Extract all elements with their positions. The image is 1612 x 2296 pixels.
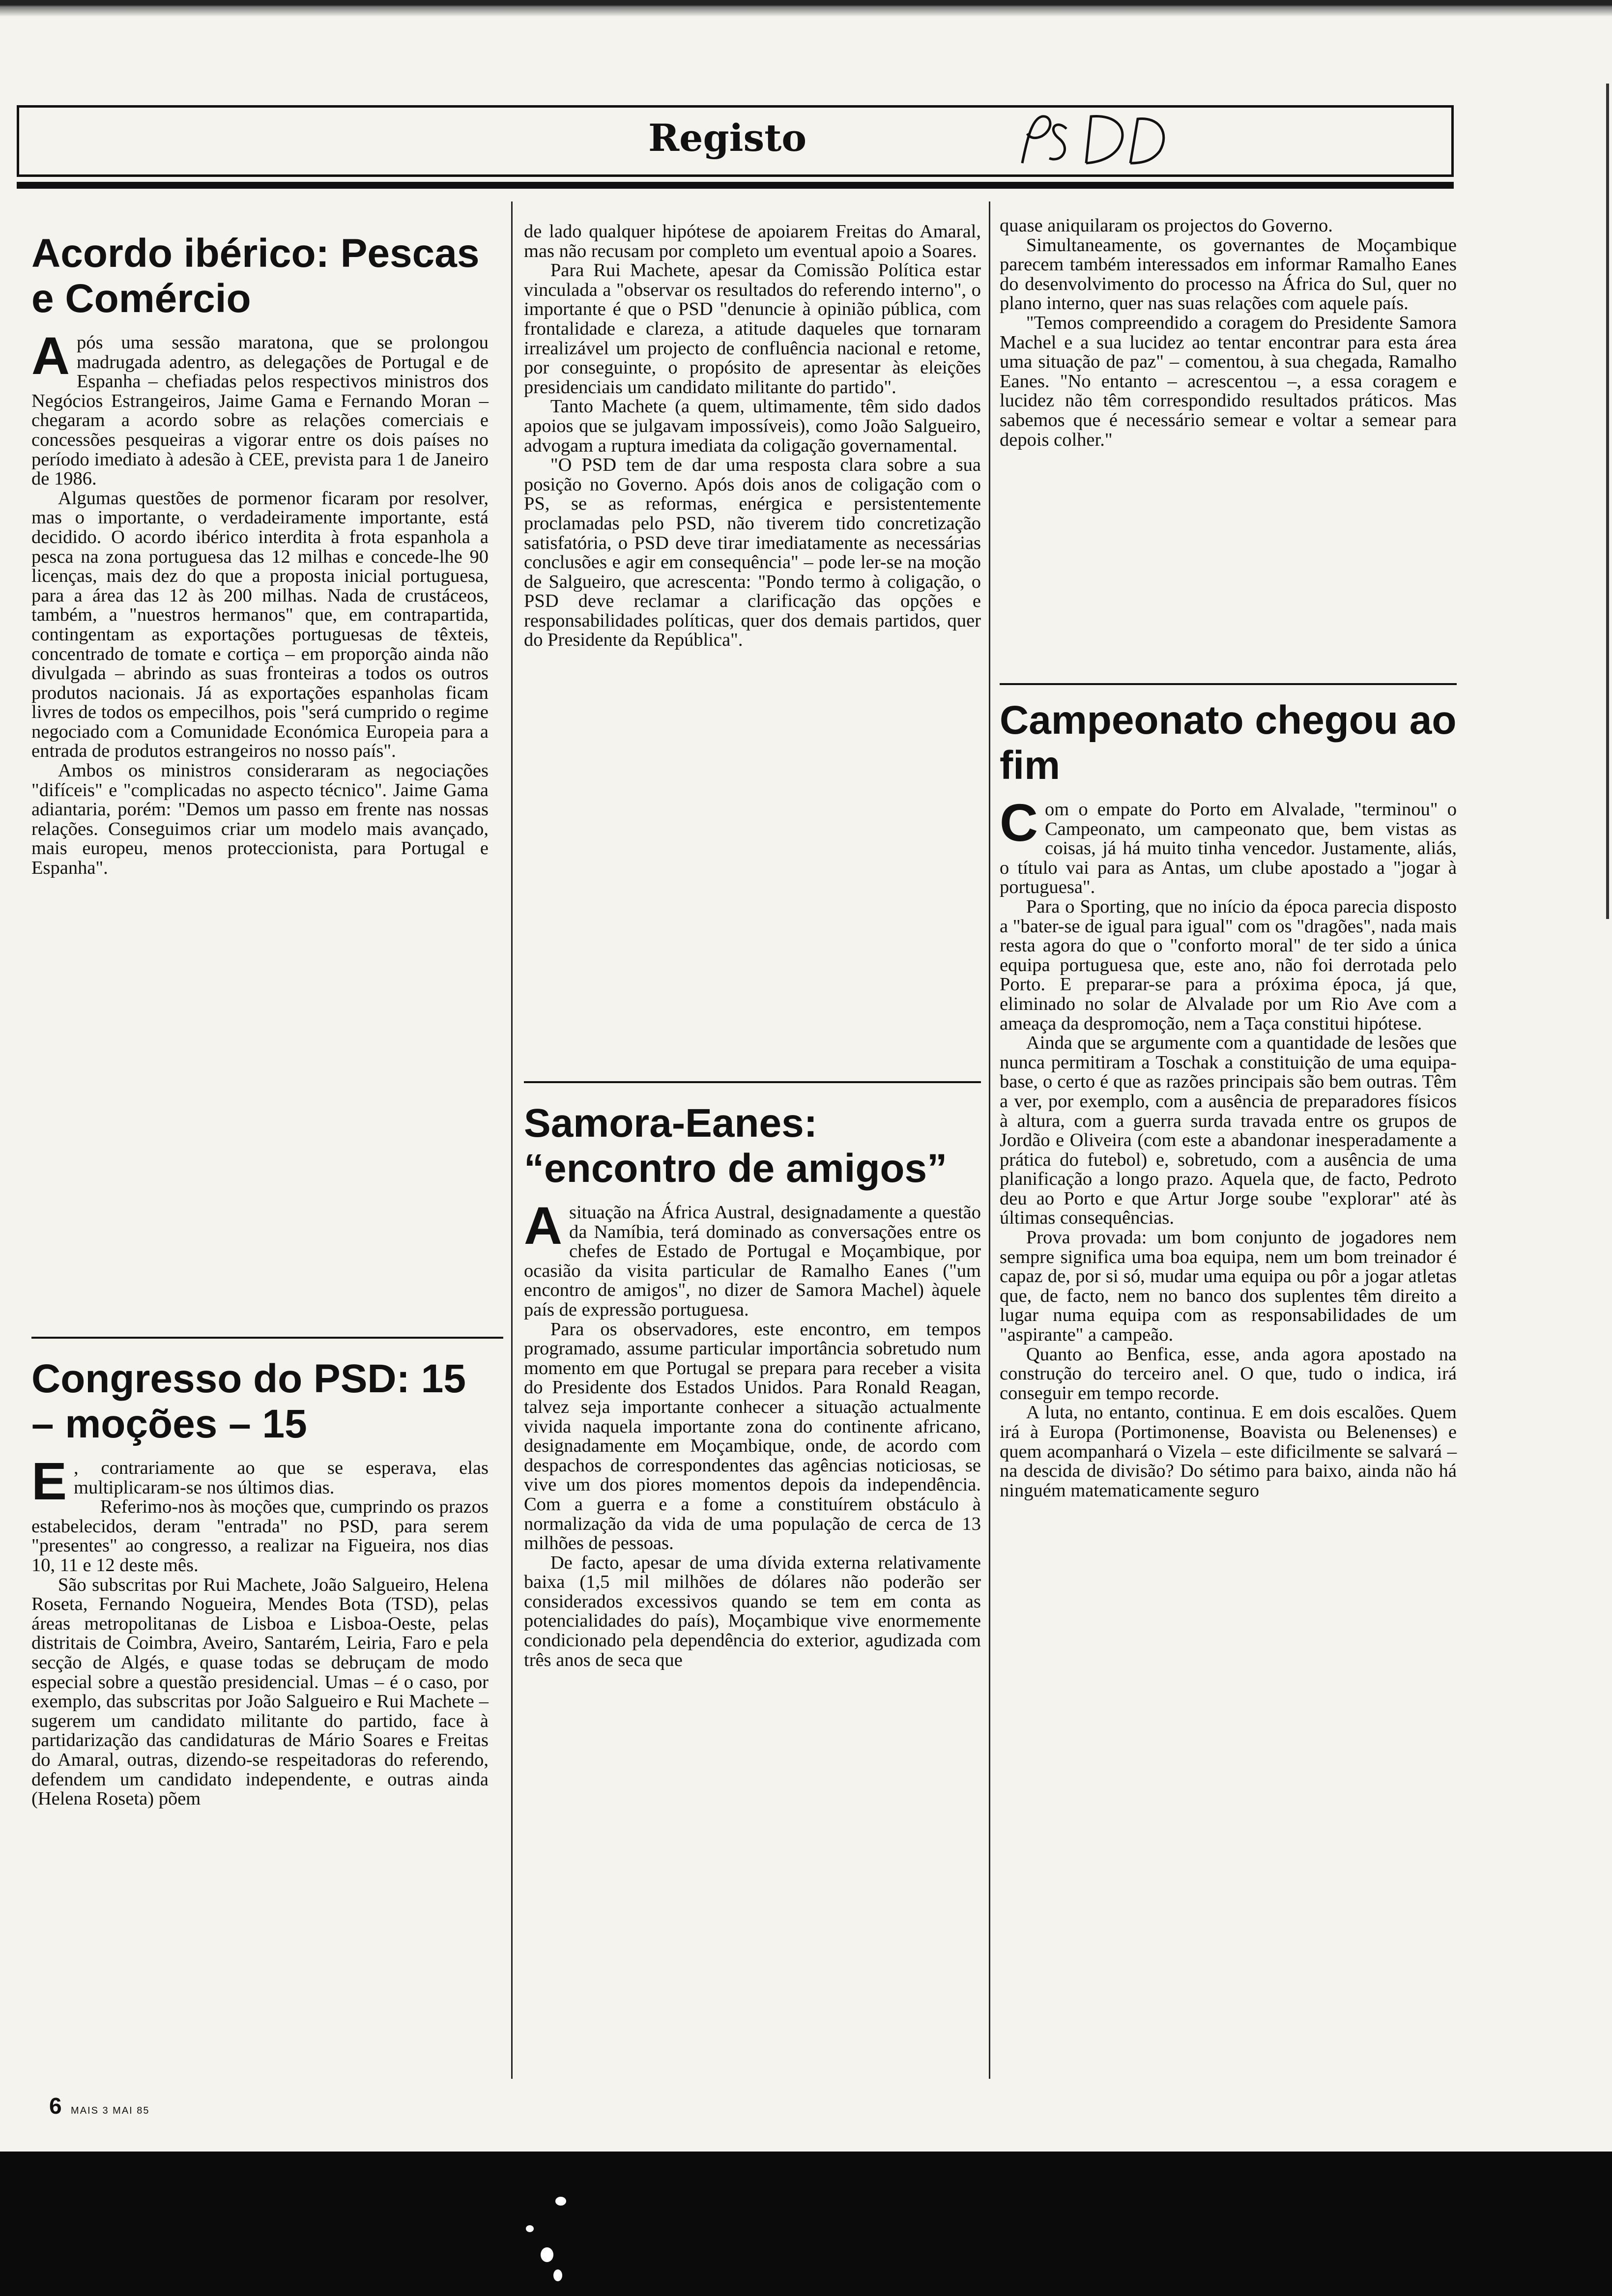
paragraph: om o empate do Porto em Alvalade, "terminou" o Campeonato, um campeonato que, bem vistas as coisas, já há muito tinha vencedor. Justamente, aliás, o título vai para as Antas, um clube apostado a "jogar à portuguesa". [1000, 799, 1457, 898]
paragraph: A luta, no entanto, continua. E em dois escalões. Quem irá à Europa (Portimonense, Boavista ou Belenenses) e quem acompanhará o Vizela – este dificilmente se salvará – na descida de divisão? Do sétimo para baixo, ainda não há ninguém matematicamente seguro [1000, 1402, 1457, 1501]
paragraph: Referimo-nos às moções que, cumprindo os prazos estabelecidos, deram "entrada" no PSD, para serem "presentes" ao congresso, a realizar na Figueira, nos dias 10, 11 e 12 deste mês. [31, 1496, 489, 1576]
paragraph: São subscritas por Rui Machete, João Salgueiro, Helena Roseta, Fernando Nogueira, Mendes Bota (TSD), pelas áreas metropolitanas de Lisboa e Lisboa-Oeste, pelas distritais de Coimbra, Aveiro, Santarém, Leiria, Faro e pela secção de Algés, e quase todas se debruçam de modo especial sobre a questão presidencial. Umas – é o caso, por exemplo, das subscritas por João Salgueiro e Rui Machete – sugerem um candidato militante do partido, face à partidarização das candidaturas de Mário Soares e Freitas do Amaral, outras, dizendo-se respeitadoras do referendo, defendem um candidato independente, e outras ainda (Helena Roseta) põem [31, 1574, 489, 1809]
scan-right-edge [1606, 84, 1609, 919]
paragraph: de lado qualquer hipótese de apoiarem Freitas do Amaral, mas não recusam por completo um eventual apoio a Soares. [524, 221, 981, 261]
paragraph: Simultaneamente, os governantes de Moçambique parecem também interessados em informar Ramalho Eanes do desenvolvimento do processo na África do Sul, quer no plano interno, quer nas suas relações com aquele país. [1000, 234, 1457, 314]
paragraph: Algumas questões de pormenor ficaram por resolver, mas o importante, o verdadeiramente importante, está decidido. O acordo ibérico interdita à frota espanhola a pesca na zona portuguesa das 12 milhas e concede-lhe 90 licenças, mais dez do que a proposta inicial portuguesa, para a área das 12 às 200 milhas. Nada de crustáceos, também, a "nuestros hermanos" que, em contrapartida, contingentam as exportações portuguesas de têxteis, concentrado de tomate e cortiça – em proporção ainda não divulgada – abrindo as suas fronteiras a todos os outros produtos nacionais. Já as exportações espanholas ficam livres de todos os empecilhos, pois "será cumprido o regime negociado com a Comunidade Económica Europeia para a entrada de produtos estrangeiros no nosso país". [31, 488, 489, 762]
column-1-lower [31, 1356, 489, 1809]
paragraph: Ainda que se argumente com a quantidade de lesões que nunca permitiram a Toschak a constituição de uma equipa-base, o certo é que as razões principais são bem outras. Têm a ver, por exemplo, com a ausência de preparadores físicos à altura, com a guerra surda travada entre os grupos de Jordão e Oliveira (com este a abandonar inesperadamente a prática do futebol) e, sobretudo, com a ausência de uma planificação a longo prazo. Aquela que, de facto, Pedroto deu ao Porto e que Artur Jorge soube "explorar" até às últimas consequências. [1000, 1033, 1457, 1229]
paragraph: Quanto ao Benfica, esse, anda agora apostado na construção do terceiro anel. O que, tudo o indica, irá conseguir em tempo recorde. [1000, 1344, 1457, 1404]
article-divider [1000, 683, 1457, 685]
paragraph: pós uma sessão maratona, que se prolongou madrugada adentro, as delegações de Portugal e de Espanha – chefiadas pelos respectivos ministros dos Negócios Estrangeiros, Jaime Gama e Fernando Moran – chegaram a acordo sobre as relações comerciais e concessões pesqueiras a vigorar entre os dois países no período imediato à adesão à CEE, prevista para 1 de Janeiro de 1986. [31, 332, 489, 489]
section-title: Registo [648, 116, 807, 160]
paragraph: Ambos os ministros consideraram as negociações "difíceis" e "complicadas no aspecto técnico". Jaime Gama adiantaria, porém: "Demos um passo em frente nas nossas relações. Conseguimos criar um modelo mais avançado, mais europeu, menos proteccionista, para Portugal e Espanha". [31, 760, 489, 879]
scan-bottom-edge [0, 2152, 1612, 2296]
scan-speck [553, 2269, 562, 2281]
column-2 [524, 222, 981, 650]
headline-campeonato: Campeonato chegou ao fim [1000, 698, 1457, 788]
dropcap-campeonato: C [1000, 793, 1038, 852]
column-divider [989, 201, 990, 2079]
headline-samora: Samora-Eanes: “encontro de amigos” [524, 1101, 948, 1191]
paragraph: , contrariamente ao que se esperava, elas multiplicaram-se nos últimos dias. [74, 1458, 489, 1498]
scan-speck [526, 2225, 534, 2232]
scan-top-edge [0, 0, 1612, 17]
issue-info: MAIS 3 MAI 85 [71, 2105, 150, 2116]
dropcap-acordo: A [31, 326, 70, 385]
paragraph: De facto, apesar de uma dívida externa relativamente baixa (1,5 mil milhões de dólares não poderão ser considerados excessivos quando se tem em conta as potencialidades do país), Moçambique vive enormemente condicionado pela dependência do exterior, agudizada com três anos de seca que [524, 1552, 981, 1670]
dropcap-congresso: E [31, 1451, 67, 1511]
paragraph: "Temos compreendido a coragem do Presidente Samora Machel e a sua lucidez ao tentar encontrar para esta área uma situação de paz" – comentou, à sua chegada, Ramalho Eanes. "No entanto – acrescentou –, a essa coragem e lucidez não têm correspondido resultados práticos. Mas sabemos que é necessário semear e voltar a semear para depois colher." [1000, 312, 1457, 450]
paragraph: quase aniquilaram os projectos do Governo. [1000, 215, 1333, 236]
paragraph: Para os observadores, este encontro, em tempos programado, assume particular importância sobretudo num momento em que Portugal se prepara para receber a visita do Presidente dos Estados Unidos. Para Ronald Reagan, talvez seja importante conhecer a situação actualmente vivida naquela importante zona do continente africano, designadamente em Moçambique, onde, de acordo com despachos de correspondentes das agências noticiosas, se vive um dos piores momentos depois da independência. Com a guerra e a fome a constituírem obstáculo à normalização da vida de uma população de cerca de 13 milhões de pessoas. [524, 1319, 981, 1554]
article-divider [524, 1081, 981, 1083]
article-divider [31, 1337, 503, 1339]
paragraph: Tanto Machete (a quem, ultimamente, têm sido dados apoios que se julgavam impossíveis), como João Salgueiro, advogam a ruptura imediata da coligação governamental. [524, 396, 981, 456]
article-samora-continued [1000, 216, 1457, 450]
article-congresso [31, 1356, 489, 1809]
column-divider [511, 201, 513, 2079]
column-3-lower [1000, 698, 1457, 1500]
page-footer [49, 2093, 150, 2119]
column-1 [31, 231, 489, 878]
paragraph: Para o Sporting, que no início da época parecia disposto a "bater-se de igual para igual" com os "dragões", nada mais resta agora do que o "conforto moral" de ter sido a única equipa portuguesa que, este ano, não foi derrotada pelo Porto. E preparar-se para a próxima época, já que, eliminado no solar de Alvalade por um Rio Ave com a ameaça da despromoção, nem a Taça constitui hipótese. [1000, 896, 1457, 1034]
article-congresso-continued [524, 222, 981, 650]
column-3 [1000, 216, 1457, 450]
article-campeonato [1000, 698, 1457, 1500]
headline-congresso: Congresso do PSD: 15 – moções – 15 [31, 1356, 466, 1446]
handwritten-annotation [1012, 109, 1175, 173]
column-2-lower [524, 1101, 981, 1670]
dropcap-samora: A [524, 1196, 562, 1255]
page-number: 6 [49, 2093, 62, 2119]
paragraph: Para Rui Machete, apesar da Comissão Política estar vinculada a "observar os resultados do referendo interno", o importante é que o PSD "denuncie à opinião pública, com frontalidade e clareza, a atitude daqueles que tornaram irrealizável um projecto de confluência nacional e retome, por conseguinte, o propósito de apresentar às eleições presidenciais um candidato militante do partido". [524, 260, 981, 398]
article-samora [524, 1101, 981, 1670]
paragraph: "O PSD tem de dar uma resposta clara sobre a sua posição no Governo. Após dois anos de coligação com o PS, se as reformas, enérgica e persistentemente proclamadas pelo PSD, não tiverem tido concretização satisfatória, o PSD deve tirar imediatamente as necessárias conclusões e agir em consequência" – pode ler-se na moção de Salgueiro, que acrescenta: "Pondo termo à coligação, o PSD deve reclamar a clarificação das opções e responsabilidades políticas, quer dos demais partidos, quer do Presidente da República". [524, 455, 981, 651]
article-acordo [31, 231, 489, 878]
headline-acordo: Acordo ibérico: Pescas e Comércio [31, 231, 480, 321]
section-header-rule [17, 182, 1454, 189]
scan-speck [555, 2197, 566, 2206]
paragraph: Prova provada: um bom conjunto de jogadores nem sempre significa uma boa equipa, nem um bom treinador é capaz de, por si só, mudar uma equipa ou pôr a jogar atletas que, de facto, nem no banco dos suplentes têm direito a lugar numa equipa com as responsabilidades de um "aspirante" a campeão. [1000, 1227, 1457, 1346]
paragraph: situação na África Austral, designadamente a questão da Namíbia, terá dominado as conversações entre os chefes de Estado de Portugal e Moçambique, por ocasião da visita particular de Ramalho Eanes ("um encontro de amigos", no dizer de Samora Machel) àquele país de expressão portuguesa. [524, 1202, 981, 1320]
scan-speck [541, 2247, 553, 2262]
